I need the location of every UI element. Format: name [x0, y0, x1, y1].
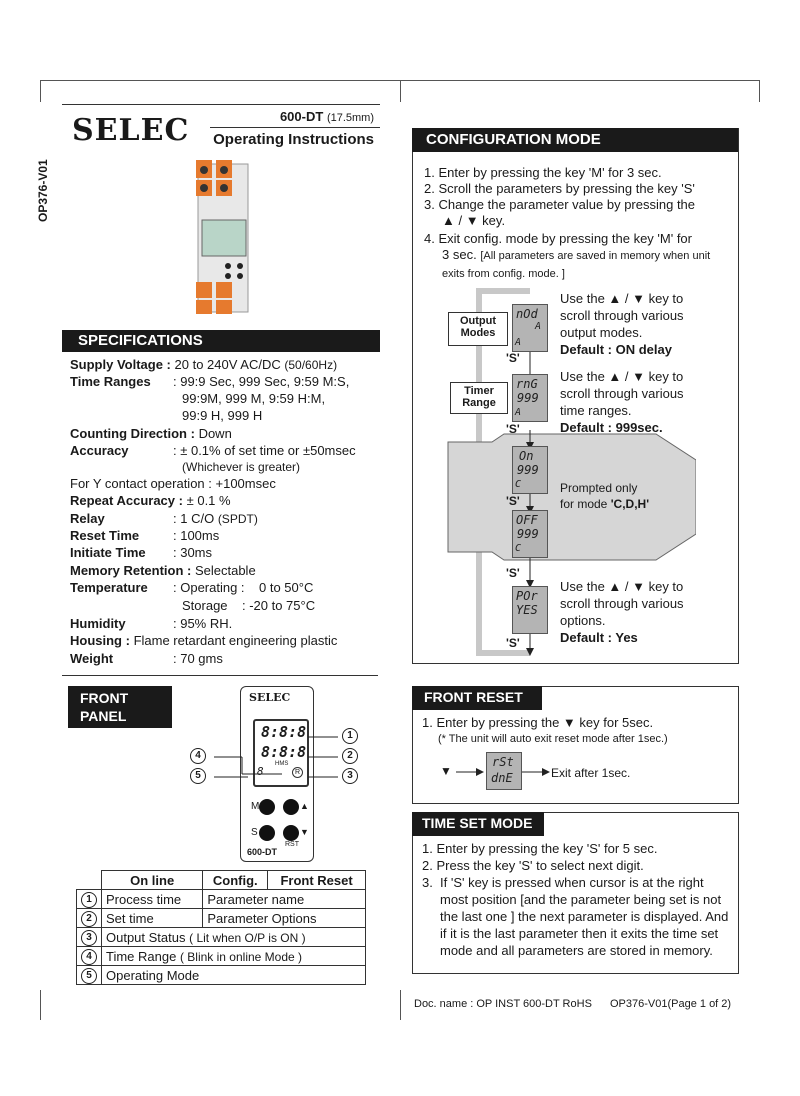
front-panel-heading-2: DESCRIPTION [80, 726, 176, 742]
th-online: On line [102, 871, 203, 890]
table-row [77, 928, 366, 947]
config-step-3: Change the parameter value by pressing the [438, 197, 696, 212]
temperature-label: Temperature [70, 580, 148, 595]
memory-label: Memory Retention : [70, 563, 192, 578]
footer-doc-name: Doc. name : OP INST 600-DT RoHS [414, 998, 592, 1010]
config-step-4-note: [All parameters are saved in memory when unit exits from config. mode. ] [442, 250, 711, 280]
header-rule [210, 127, 380, 128]
row-num: 4 [81, 949, 97, 965]
up-key[interactable] [283, 799, 299, 815]
weight-value: : 70 gms [173, 651, 223, 666]
th-front-reset: Front Reset [268, 871, 366, 890]
reset-value: : 100ms [173, 528, 220, 543]
table-row [77, 890, 366, 909]
relay-label: Relay [70, 511, 105, 526]
lcd-text: C [515, 479, 522, 490]
lcd-text: dnE [491, 771, 513, 785]
selec-logo: SELEC [72, 113, 190, 148]
humidity-value: : 95% RH. [173, 616, 233, 631]
time-set-heading: TIME SET MODE [422, 815, 533, 831]
output-modes-label: Output Modes [448, 312, 508, 346]
table-row [77, 966, 366, 985]
config-step-2: Scroll the parameters by pressing the key 'S' [438, 181, 695, 196]
row-num: 2 [81, 911, 97, 927]
reset-label: Reset Time [70, 528, 140, 543]
row-online: Set time [102, 909, 203, 928]
desc-time-ranges [560, 368, 700, 436]
s-key-label: 'S' [506, 566, 520, 580]
callout-2: 2 [342, 748, 358, 764]
lcd-text: YES [516, 603, 538, 617]
device-hms: HMS [275, 761, 289, 767]
page: OP376-V01 SELEC 600-DT (17.5mm) Operating Instructions SPECIFICATIONS Supply Voltage : 20 to 240V AC/DC (50/60Hz) Time Ranges : 99:9 Sec, 999 Sec, 9:59 M:S, 99:9M, 999 M, 9:59 H:M, 99:9 H, 999 H Counting Direction : Down Accuracy : ± 0.1% of set time or ±50msec (Whichever is greater) For Y contact operation : +100msec Repeat Accuracy : ± 0.1 % Relay : 1 C/O (SPDT) Reset Time : 100ms Initiate Time : 30ms Memory Retention : Selectable Temperature : Operating : 0 to 50°C Storage : -20 to 75°C Humidity : 95% RH. Housing : Flame retardant engineering plastic Weight : 70 gms FRONT PANEL DESCRIPTION SELEC 8:8:8 8:8:8 HMS 8 R M ▲ S ▼ RST 600-DT 1 2 3 4 5 On line Config. Front Reset 1 Process time Parameter name 2 Set time Parameter Options 3 Output Status ( Lit when O/P is ON ) 4 Time Range ( Blink in online Mode ) 5 Operating Mode CONFIGURATION MODE 1. Enter by pressing the key 'M' for 3 sec. 2. Scroll the parameters by pressing the key 'S' 3. Change the parameter value by pressing the ▲ / ▼ key. 4. Exit config. mode by pressing the key 'M' for 3 sec. [All parameters are saved in memory when unit exits from config. mode. ] Output Modes Timer Range nOd A A 'S' rnG 999 A 'S' On 999 C 'S' OFF 999 C 'S' POr YES 'S' Use the ▲ / ▼ key to scroll through various output modes. Default : ON delay Use the ▲ / ▼ key to scroll through various time ranges. Default : 999sec. Prompted only for mode 'C,D,H' Use the ▲ / ▼ key to scroll through various options. Default : Yes FRONT RESET 1. Enter by pressing the ▼ key for 5sec. (* The unit will auto exit reset mode after 1sec.) ▼ rSt dnE Exit after 1sec. TIME SET MODE 1. Enter by pressing the key 'S' for 5 sec. 2. Press the key 'S' to select next digit. 3. If 'S' key is pressed when cursor is at the right most position [and the parameter being set is not the last one ] the next parameter is displayed. And if it is the last parameter then it exits the time set mode and all parameters are stored in memory. Doc. name : OP INST 600-DT RoHS OP376-V01(Page 1 of 2) [0, 0, 800, 1096]
m-key[interactable] [259, 799, 275, 815]
s-key-label: 'S' [506, 351, 520, 365]
callout-4: 4 [190, 748, 206, 764]
footer-page: OP376-V01(Page 1 of 2) [610, 998, 732, 1010]
device-r-mark: R [292, 767, 303, 778]
front-reset-exit: Exit after 1sec. [551, 766, 631, 780]
timer-range-label: Timer Range [450, 382, 508, 414]
front-reset-step-1: Enter by pressing the ▼ key for 5sec. [436, 715, 654, 730]
device-lcd-row3: 8 [257, 765, 264, 778]
callout-1: 1 [342, 728, 358, 744]
relay-value: : 1 C/O [173, 511, 215, 526]
model-line [280, 109, 374, 124]
row-note: ( Lit when O/P is ON ) [189, 930, 306, 945]
lcd-text: OFF [516, 513, 538, 527]
model-size: (17.5mm) [326, 112, 374, 124]
doc-code-vertical: OP376-V01 [36, 159, 50, 222]
desc-output-modes [560, 290, 700, 358]
row-note: ( Blink in online Mode ) [179, 949, 303, 964]
header [62, 104, 380, 155]
device-lcd-row2: 8:8:8 [261, 743, 307, 761]
s-key-label: 'S' [506, 494, 520, 508]
accuracy-note: (Whichever is greater) [182, 460, 301, 474]
lcd-text: rSt [492, 755, 514, 769]
memory-value: Selectable [194, 563, 256, 578]
table-row [77, 909, 366, 928]
lcd-text: A [515, 407, 522, 418]
device-lcd-row1: 8:8:8 [261, 723, 307, 741]
time-set-steps: 1. Enter by pressing the key 'S' for 5 sec. 2. Press the key 'S' to select next digit. 3. If 'S' key is pressed when cursor is at the right most position [and the parameter being set is not the last one ] the next parameter is displayed. And if it is the last parameter then it exits the time set mode and all parameters are stored in memory. [422, 840, 732, 959]
supply-value: 20 to 240V AC/DC [174, 357, 281, 372]
config-step-4-cont: 3 sec. [442, 247, 477, 262]
desc1-default: Default : ON delay [560, 342, 672, 357]
center-mark [400, 80, 401, 102]
repeat-value: ± 0.1 % [186, 493, 231, 508]
time-set-step-3: If 'S' key is pressed when cursor is at the right most position [and the parameter being set is not the last one ] the next parameter is displayed. And if it is the last parameter then it exits the time set mode and all parameters are stored in memory. [440, 875, 729, 958]
config-mode-bar [412, 128, 738, 152]
row-online: Process time [102, 890, 203, 909]
desc-options [560, 578, 700, 646]
row-config: Parameter Options [203, 909, 366, 928]
row-num: 5 [81, 968, 97, 984]
housing-value: Flame retardant engineering plastic [133, 633, 338, 648]
desc3-default: Default : Yes [560, 630, 638, 645]
callout-3: 3 [342, 768, 358, 784]
lcd-on-time [512, 446, 548, 494]
row-num: 1 [81, 892, 97, 908]
lcd-text: 999 [517, 527, 539, 541]
callout-lines [186, 724, 366, 788]
desc2-default: Default : 999sec. [560, 420, 663, 435]
front-reset-step: 1. Enter by pressing the ▼ key for 5sec. [422, 715, 654, 730]
device-logo: SELEC [249, 691, 291, 704]
relay-note: (SPDT) [217, 512, 258, 526]
row-online: Output Status [106, 929, 186, 945]
desc3-text: Use the ▲ / ▼ key to scroll through various options. [560, 579, 684, 628]
weight-label: Weight [70, 651, 114, 666]
front-panel-heading-1: FRONT PANEL [80, 690, 129, 724]
row-online: Operating Mode [102, 966, 366, 985]
desc2-text: Use the ▲ / ▼ key to scroll through various time ranges. [560, 369, 684, 418]
accuracy-label: Accuracy [70, 443, 129, 458]
corner-mark [40, 80, 41, 102]
lcd-text: POr [516, 589, 538, 603]
repeat-label: Repeat Accuracy : [70, 493, 183, 508]
y-contact: For Y contact operation : +100msec [70, 476, 276, 491]
time-set-step-1: Enter by pressing the key 'S' for 5 sec. [436, 841, 658, 856]
time-ranges-line2: 99:9M, 999 M, 9:59 H:M, [182, 391, 326, 406]
counting-label: Counting Direction : [70, 426, 195, 441]
header-title: Operating Instructions [213, 131, 374, 148]
lcd-text: C [515, 543, 522, 554]
s-key-label: 'S' [506, 422, 520, 436]
prompted-text: Prompted only [560, 481, 638, 495]
row-online: Time Range [106, 948, 177, 964]
front-reset-note: (* The unit will auto exit reset mode after 1sec.) [438, 733, 668, 745]
humidity-label: Humidity [70, 616, 126, 631]
time-ranges-label: Time Ranges [70, 374, 151, 389]
lcd-text: A [515, 337, 522, 348]
corner-mark [40, 990, 41, 1020]
lcd-text: On [519, 449, 534, 463]
initiate-value: : 30ms [173, 545, 213, 560]
corner-mark [759, 80, 760, 102]
supply-label: Supply Voltage : [70, 357, 171, 372]
config-mode-heading: CONFIGURATION MODE [426, 131, 601, 148]
key-m-label: M [251, 801, 260, 812]
front-reset-heading: FRONT RESET [424, 689, 523, 705]
arrow-right-icon [522, 766, 552, 778]
specifications-heading: SPECIFICATIONS [78, 332, 203, 349]
time-set-step-2: Press the key 'S' to select next digit. [436, 858, 644, 873]
config-step-1: Enter by pressing the key 'M' for 3 sec. [438, 165, 662, 180]
row-config: Parameter name [203, 890, 366, 909]
down-arrow-icon: ▼ [440, 764, 452, 778]
lcd-text: nOd [516, 307, 538, 321]
s-key[interactable] [259, 825, 275, 841]
device-photo [192, 158, 254, 316]
time-set-bar [412, 812, 544, 836]
key-s-label: S [251, 827, 258, 838]
prompted-mode: for mode [560, 497, 608, 511]
s-key-label: 'S' [506, 636, 520, 650]
time-ranges-line3: 99:9 H, 999 H [182, 408, 263, 423]
th-config: Config. [203, 871, 268, 890]
arrow-right-icon [456, 766, 486, 778]
lcd-timer-range [512, 374, 548, 422]
down-arrow-icon: ▼ [300, 827, 309, 837]
rst-label: RST [285, 841, 299, 848]
temperature-storage: Storage : -20 to 75°C [182, 598, 316, 613]
counting-value: Down [198, 426, 232, 441]
housing-label: Housing : [70, 633, 130, 648]
device-model: 600-DT [247, 847, 278, 857]
down-key[interactable] [283, 825, 299, 841]
spec-divider [62, 675, 378, 676]
front-panel-table [76, 870, 366, 985]
callout-5: 5 [190, 768, 206, 784]
prompted-note [560, 480, 690, 512]
lcd-reset [486, 752, 522, 790]
lcd-text: rnG [516, 377, 538, 391]
config-step-4: Exit config. mode by pressing the key 'M' for [438, 231, 692, 246]
model-name: 600-DT [279, 109, 324, 124]
supply-freq: (50/60Hz) [284, 358, 338, 372]
up-arrow-icon: ▲ [300, 801, 309, 811]
temperature-operating: : Operating : 0 to 50°C [173, 580, 314, 595]
accuracy-value: : ± 0.1% of set time or ±50msec [173, 443, 356, 458]
lcd-output-mode [512, 304, 548, 352]
lcd-off-time [512, 510, 548, 558]
prompted-mode-val: 'C,D,H' [610, 497, 650, 511]
front-panel-bar [68, 686, 176, 742]
initiate-label: Initiate Time [70, 545, 146, 560]
config-step-3-cont: / ▼ key. [458, 213, 506, 228]
front-reset-bar [412, 686, 542, 710]
lcd-text: 999 [517, 463, 539, 477]
desc1-text: Use the ▲ / ▼ key to scroll through various output modes. [560, 291, 684, 340]
lcd-text: A [535, 321, 542, 332]
table-row [77, 947, 366, 966]
center-mark [400, 990, 401, 1020]
specifications-bar [62, 330, 380, 352]
time-ranges-line1: : 99:9 Sec, 999 Sec, 9:59 M:S, [173, 374, 350, 389]
lcd-text: 999 [517, 391, 539, 405]
lcd-power-on [512, 586, 548, 634]
row-num: 3 [81, 930, 97, 946]
